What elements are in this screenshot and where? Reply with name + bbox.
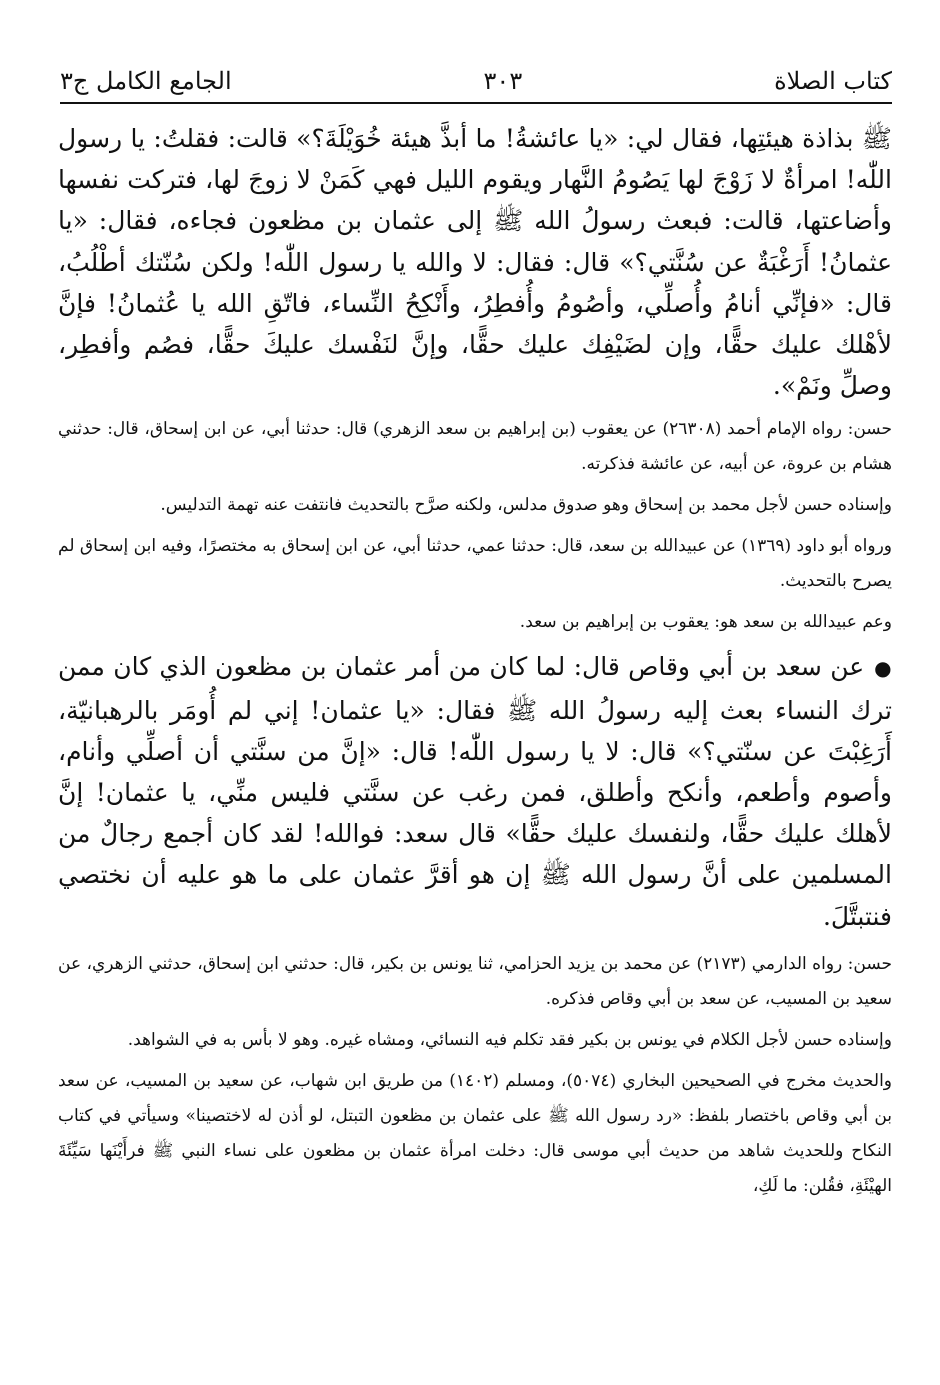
chapter-title: كتاب الصلاة — [774, 67, 892, 95]
hadith-text: ﷺ بذاذة هيئتِها، فقال لي: «يا عائشةُ! ما أبذَّ هيئة خُوَيْلَةَ؟» قالت: فقلتُ: يا رسول اللّٰه! امرأةٌ لا زَوْجَ لها يَصُومُ النَّهار ويقوم الليل فهي كَمَنْ لا زوجَ لها، فتركت نفسها وأضاعتها، قالت: فبعث رسولُ الله ﷺ إلى عثمان بن مظعون فجاءه، فقال: «يا عثمانُ! أَرَغْبَةٌ عن سُنَّتي؟» قال: فقال: لا والله يا رسول اللّٰه! ولكن سُنّتك أطْلُبُ، قال: «فإنِّي أنامُ وأُصلِّي، وأصُومُ وأُفطِرُ، وأَنْكِحُ النِّساء، فاتّقِ الله يا عُثمانُ! فإنَّ لأهْلك عليك حقًّا، وإن لضَيْفِك عليك حقًّا، وإنَّ لنَفْسك عليكَ حقًّا، فصُم وأفطِر، وصلِّ ونَمْ». — [58, 124, 892, 401]
takhrij-note: حسن: رواه الدارمي (٢١٧٣) عن محمد بن يزيد الحزامي، ثنا يونس بن بكير، قال: حدثني ابن إسحاق، حدثني الزهري، عن سعيد بن المسيب، عن سعد بن أبي وقاص فذكره. — [58, 953, 892, 1009]
takhrij-note: وعم عبيدالله بن سعد هو: يعقوب بن إبراهيم بن سعد. — [519, 612, 892, 633]
hadith-paragraph — [58, 646, 892, 936]
book-title: الجامع الكامل ج٣ — [60, 67, 232, 95]
takhrij-note: وإسناده حسن لأجل الكلام في يونس بن بكير فقد تكلم فيه النسائي، ومشاه غيره. وهو لا بأس به في الشواهد. — [127, 1029, 892, 1050]
header-rule — [60, 102, 892, 104]
takhrij-note: ورواه أبو داود (١٣٦٩) عن عبيدالله بن سعد، قال: حدثنا عمي، حدثنا أبي، عن ابن إسحاق به مختصرًا، وفيه ابن إسحاق لم يصرح بالتحديث. — [58, 536, 892, 592]
hadith-text: عن سعد بن أبي وقاص قال: لما كان من أمر عثمان بن مظعون الذي كان ممن ترك النساء بعث إليه رسولُ الله ﷺ فقال: «يا عثمان! إني لم أُومَر بالرهبانيّة، أَرَغِبْتَ عن سنّتي؟» قال: لا يا رسول اللّٰه! قال: «إنَّ من سنَّتي أن أصلِّي وأنام، وأصوم وأطعم، وأنكح وأطلق، فمن رغب عن سنَّتي فليس منِّي، يا عثمان! إنَّ لأهلك عليك حقًّا، ولنفسك عليك حقًّا» قال سعد: فوالله! لقد كان أجمع رجالٌ من المسلمين على أنَّ رسول الله ﷺ إن هو أقرَّ عثمان على ما هو عليه أن نختصي فنتبتَّلَ. — [58, 652, 892, 931]
takhrij-note: حسن: رواه الإمام أحمد (٢٦٣٠٨) عن يعقوب (بن إبراهيم بن سعد الزهري) قال: حدثنا أبي، عن ابن إسحاق، قال: حدثني هشام بن عروة، عن أبيه، عن عائشة فذكرته. — [58, 419, 892, 475]
page-body — [58, 118, 892, 1355]
page-number: ٣٠٣ — [483, 67, 523, 95]
takhrij-note: والحديث مخرج في الصحيحين البخاري (٥٠٧٤)، ومسلم (١٤٠٢) من طريق ابن شهاب، عن سعيد بن المسيب، عن سعد بن أبي وقاص باختصار بلفظ: «رد رسول الله ﷺ على عثمان بن مظعون التبتل، لو أذن له لاختصينا» وسيأتي في كتاب النكاح وللحديث شاهد من حديث أبي موسى قال: دخلت امرأة عثمان بن مظعون على نساء النبي ﷺ فرأَيْنَها سَيِّئَةَ الهيْئَةِ، فقُلن: ما لَكِ، — [58, 1070, 892, 1196]
bullet-icon: ● — [874, 656, 892, 681]
page-header — [60, 58, 892, 104]
takhrij-note: وإسناده حسن لأجل محمد بن إسحاق وهو صدوق مدلس، ولكنه صرَّح بالتحديث فانتفت عنه تهمة التدليس. — [160, 495, 892, 516]
